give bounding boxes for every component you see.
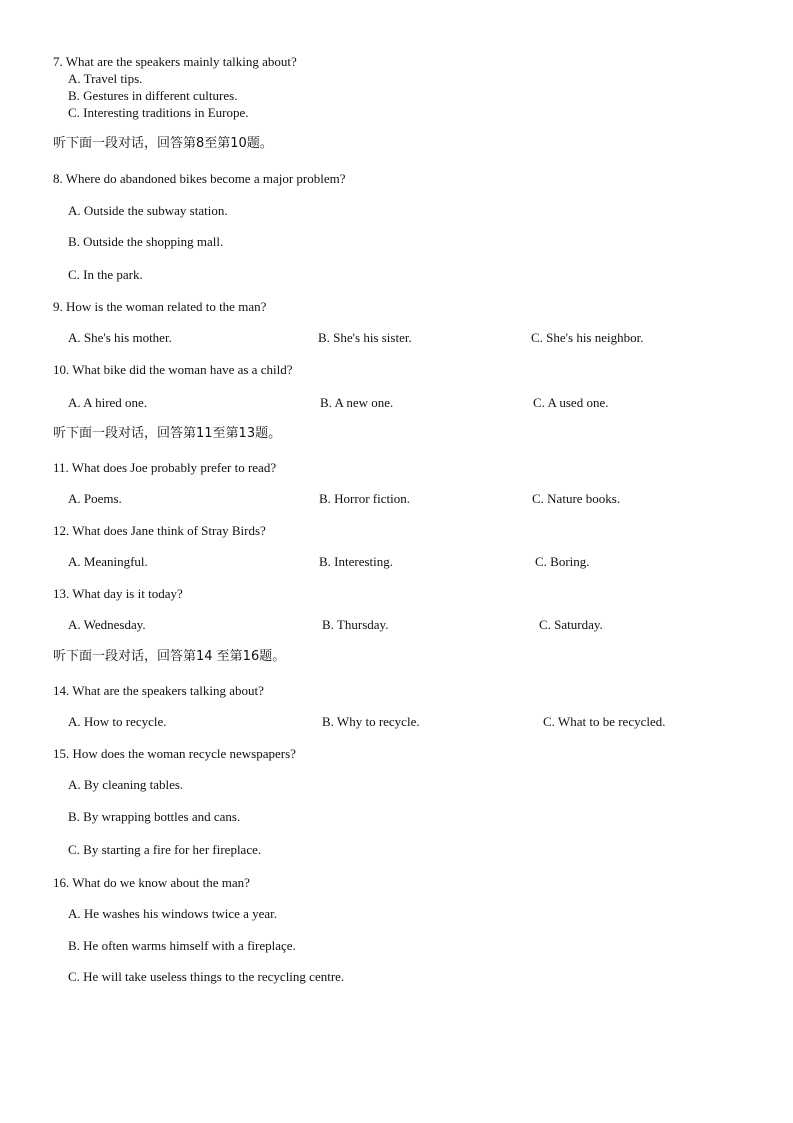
- question-number: 14.: [53, 683, 70, 698]
- q16-option-b: B. He often warms himself with a fireplaçe.: [68, 938, 296, 953]
- q14-option-b: B. Why to recycle.: [322, 714, 420, 729]
- q8-option-a: A. Outside the subway station.: [68, 203, 228, 218]
- question-number: 13.: [53, 586, 70, 601]
- q7-option-a: A. Travel tips.: [68, 71, 143, 86]
- q16-option-a: A. He washes his windows twice a year.: [68, 906, 278, 921]
- section-instruction-3: 听下面一段对话，回答第14 至第16题。: [53, 649, 286, 664]
- question-14: [53, 683, 264, 699]
- q12-option-a: A. Meaningful.: [68, 554, 148, 569]
- q8-option-c: C. In the park.: [68, 267, 143, 282]
- question-number: 12.: [53, 523, 70, 538]
- question-text: What bike did the woman have as a child?: [72, 362, 293, 377]
- question-text: How is the woman related to the man?: [66, 299, 267, 314]
- q13-option-b: B. Thursday.: [322, 617, 389, 632]
- q9-option-b: B. She's his sister.: [318, 330, 412, 345]
- q16-option-c: C. He will take useless things to the recycling centre.: [68, 969, 345, 984]
- q8-option-b: B. Outside the shopping mall.: [68, 234, 224, 249]
- question-10: [53, 362, 292, 378]
- q15-option-a: A. By cleaning tables.: [68, 777, 184, 792]
- question-number: 7.: [53, 54, 63, 69]
- q15-option-c: C. By starting a fire for her fireplace.: [68, 842, 262, 857]
- question-text: What are the speakers mainly talking about?: [65, 54, 297, 69]
- q13-option-a: A. Wednesday.: [68, 617, 146, 632]
- q14-option-c: C. What to be recycled.: [543, 714, 666, 729]
- question-number: 11.: [53, 460, 69, 475]
- question-text: How does the woman recycle newspapers?: [72, 746, 296, 761]
- question-number: 10.: [53, 362, 70, 377]
- q9-option-c: C. She's his neighbor.: [531, 330, 644, 345]
- question-13: [53, 586, 183, 602]
- q12-option-b: B. Interesting.: [319, 554, 394, 569]
- q10-option-a: A. A hired one.: [68, 395, 148, 410]
- q11-option-c: C. Nature books.: [532, 491, 621, 506]
- q10-option-b: B. A new one.: [320, 395, 394, 410]
- question-7: [53, 54, 297, 70]
- question-number: 9.: [53, 299, 63, 314]
- question-15: [53, 746, 296, 762]
- q11-option-b: B. Horror fiction.: [319, 491, 410, 506]
- q9-option-a: A. She's his mother.: [68, 330, 172, 345]
- question-number: 8.: [53, 171, 63, 186]
- question-text: Where do abandoned bikes become a major problem?: [65, 171, 346, 186]
- q15-option-b: B. By wrapping bottles and cans.: [68, 809, 241, 824]
- q13-option-c: C. Saturday.: [539, 617, 603, 632]
- question-9: [53, 299, 266, 315]
- section-instruction-2: 听下面一段对话，回答第11至第13题。: [53, 426, 282, 441]
- q7-option-b: B. Gestures in different cultures.: [68, 88, 238, 103]
- q7-option-c: C. Interesting traditions in Europe.: [68, 105, 249, 120]
- question-16: [53, 875, 250, 891]
- question-text: What do we know about the man?: [72, 875, 250, 890]
- question-text: What does Joe probably prefer to read?: [71, 460, 277, 475]
- question-text: What are the speakers talking about?: [72, 683, 264, 698]
- section-instruction-1: 听下面一段对话，回答第8至第10题。: [53, 136, 273, 151]
- question-number: 15.: [53, 746, 70, 761]
- question-text: What day is it today?: [72, 586, 183, 601]
- q14-option-a: A. How to recycle.: [68, 714, 167, 729]
- question-11: [53, 460, 276, 476]
- q12-option-c: C. Boring.: [535, 554, 590, 569]
- question-text: What does Jane think of Stray Birds?: [72, 523, 266, 538]
- q11-option-a: A. Poems.: [68, 491, 122, 506]
- q10-option-c: C. A used one.: [533, 395, 609, 410]
- question-12: [53, 523, 266, 539]
- question-8: [53, 171, 346, 187]
- question-number: 16.: [53, 875, 70, 890]
